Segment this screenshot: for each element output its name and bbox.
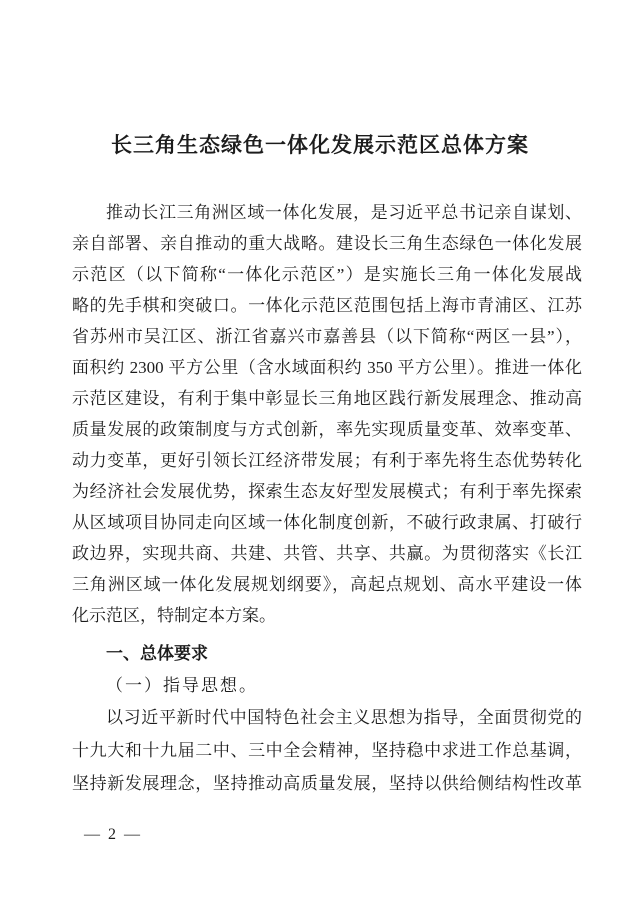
text-line: 略的先手棋和突破口。一体化示范区范围包括上海市青浦区、江苏	[72, 296, 582, 315]
text-line: 为经济社会发展优势，探索生态友好型发展模式；有利于率先探索	[72, 482, 582, 501]
text-line: 化示范区，特制定本方案。	[72, 606, 276, 625]
paragraph-intro	[72, 197, 582, 631]
text-line: 动力变革，更好引领长江经济带发展；有利于率先将生态优势转化	[72, 451, 582, 470]
text-line: 三角洲区域一体化发展规划纲要》，高起点规划、高水平建设一体	[72, 575, 582, 594]
text-line: 省苏州市吴江区、浙江省嘉兴市嘉善县（以下简称“两区一县”），	[72, 327, 582, 346]
page-number: — 2 —	[84, 826, 142, 843]
text-line: 坚持新发展理念，坚持推动高质量发展，坚持以供给侧结构性改革	[72, 774, 582, 793]
text-line: 示范区（以下简称“一体化示范区”）是实施长三角一体化发展战	[72, 265, 582, 284]
paragraph-guiding-ideology	[72, 701, 582, 800]
text-line: 推动长江三角洲区域一体化发展，是习近平总书记亲自谋划、	[106, 203, 582, 222]
text-line: 质量发展的政策制度与方式创新，率先实现质量变革、效率变革、	[72, 420, 582, 439]
section-heading: 一、总体要求	[106, 644, 208, 663]
text-line: 亲自部署、亲自推动的重大战略。建设长三角生态绿色一体化发展	[72, 234, 582, 253]
text-line: 以习近平新时代中国特色社会主义思想为指导，全面贯彻党的	[106, 708, 582, 727]
document-title: 长三角生态绿色一体化发展示范区总体方案	[111, 133, 529, 157]
text-line: 从区域项目协同走向区域一体化制度创新，不破行政隶属、打破行	[72, 513, 582, 532]
text-line: 十九大和十九届二中、三中全会精神，坚持稳中求进工作总基调，	[72, 741, 582, 760]
text-line: 政边界，实现共商、共建、共管、共享、共赢。为贯彻落实《长江	[72, 544, 582, 563]
text-line: 面积约 2300 平方公里（含水域面积约 350 平方公里）。推进一体化	[72, 358, 582, 377]
text-line: 示范区建设，有利于集中彰显长三角地区践行新发展理念、推动高	[72, 389, 582, 408]
subsection-heading: （一）指导思想。	[106, 676, 258, 695]
